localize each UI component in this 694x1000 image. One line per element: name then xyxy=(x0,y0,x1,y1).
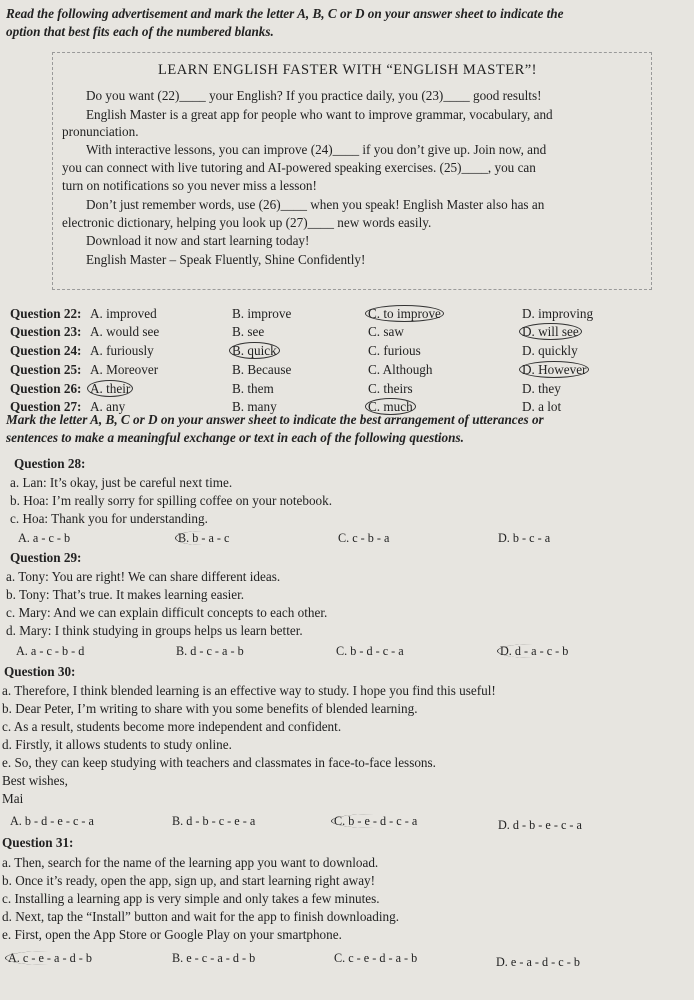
option-d[interactable]: D. improving xyxy=(522,306,594,321)
option-d-text: D. d - a - c - b xyxy=(497,644,568,658)
option-a-marked: A. their xyxy=(87,380,133,397)
instruction-line: option that best fits each of the numbered blanks. xyxy=(6,24,274,39)
option-c[interactable]: C. c - e - d - a - b xyxy=(334,951,418,965)
ad-title: LEARN ENGLISH FASTER WITH “ENGLISH MASTER”! xyxy=(158,62,538,78)
instruction-line: Mark the letter A, B, C or D on your answer sheet to indicate the best arrangement of utterances or xyxy=(6,412,544,427)
option-a[interactable]: A. a - c - b xyxy=(18,531,71,545)
ad-line: electronic dictionary, helping you look up (27)____ new words easily. xyxy=(62,215,432,230)
option-b[interactable]: B. d - b - c - e - a xyxy=(172,814,256,828)
option-a[interactable]: A. would see xyxy=(90,324,160,339)
option-a[interactable] xyxy=(90,381,133,397)
exchange-line: a. Tony: You are right! We can share different ideas. xyxy=(6,569,281,584)
option-a[interactable] xyxy=(8,950,92,966)
question-label: Question 23: xyxy=(10,324,82,339)
text-line: d. Firstly, it allows students to study online. xyxy=(2,737,232,752)
option-d[interactable]: D. b - c - a xyxy=(498,531,551,545)
option-d[interactable]: D. d - b - e - c - a xyxy=(498,818,582,832)
option-b[interactable] xyxy=(178,530,229,546)
exchange-line: b. Tony: That’s true. It makes learning easier. xyxy=(6,587,245,602)
option-c-text: C. b - e - d - c - a xyxy=(331,814,417,828)
option-c[interactable]: C. furious xyxy=(368,343,421,358)
text-line: e. So, they can keep studying with teachers and classmates in face-to-face lessons. xyxy=(2,755,436,770)
option-a[interactable]: A. Moreover xyxy=(90,362,159,377)
question-label: Question 24: xyxy=(10,343,82,358)
text-line: b. Once it’s ready, open the app, sign up, and start learning right away! xyxy=(2,873,376,888)
exchange-line: c. Mary: And we can explain difficult concepts to each other. xyxy=(6,605,328,620)
text-line: Mai xyxy=(2,791,24,806)
option-d[interactable] xyxy=(522,362,589,378)
option-c[interactable]: C. saw xyxy=(368,324,404,339)
ad-line: With interactive lessons, you can improve (24)____ if you don’t give up. Join now, and xyxy=(86,142,547,157)
option-c[interactable]: C. c - b - a xyxy=(338,531,390,545)
text-line: Best wishes, xyxy=(2,773,68,788)
question-title: Question 28: xyxy=(14,456,86,471)
instruction-line: Read the following advertisement and mark the letter A, B, C or D on your answer sheet to indicate the xyxy=(6,6,564,21)
text-line: a. Then, search for the name of the learning app you want to download. xyxy=(2,855,379,870)
exchange-line: d. Mary: I think studying in groups helps us learn better. xyxy=(6,623,303,638)
ad-line: Don’t just remember words, use (26)____ when you speak! English Master also has an xyxy=(86,197,545,212)
option-d-marked: D. will see xyxy=(519,323,582,340)
option-c-marked: C. to improve xyxy=(365,305,444,322)
text-line: b. Dear Peter, I’m writing to share with you some benefits of blended learning. xyxy=(2,701,418,716)
option-b[interactable] xyxy=(232,343,280,359)
text-line: a. Therefore, I think blended learning is an effective way to study. I hope you find this useful! xyxy=(2,683,496,698)
option-d[interactable]: D. e - a - d - c - b xyxy=(496,955,580,969)
option-a[interactable]: A. a - c - b - d xyxy=(16,644,85,658)
ad-line: you can connect with live tutoring and AI-powered speaking exercises. (25)____, you can xyxy=(62,160,536,175)
text-line: c. As a result, students become more independent and confident. xyxy=(2,719,342,734)
option-c[interactable]: C. theirs xyxy=(368,381,413,396)
option-b[interactable]: B. improve xyxy=(232,306,292,321)
exchange-line: b. Hoa: I’m really sorry for spilling coffee on your notebook. xyxy=(10,493,333,508)
question-title: Question 30: xyxy=(4,664,76,679)
option-c[interactable]: C. Although xyxy=(368,362,433,377)
exchange-line: a. Lan: It’s okay, just be careful next time. xyxy=(10,475,233,490)
option-a[interactable]: A. b - d - e - c - a xyxy=(10,814,94,828)
text-line: d. Next, tap the “Install” button and wait for the app to finish downloading. xyxy=(2,909,400,924)
option-b[interactable]: B. them xyxy=(232,381,274,396)
question-label: Question 27: xyxy=(10,399,82,414)
option-a-text: A. c - e - a - d - b xyxy=(5,951,92,965)
option-b-text: B. b - a - c xyxy=(175,531,229,545)
ad-line: English Master – Speak Fluently, Shine Confidently! xyxy=(86,252,366,267)
option-a[interactable]: A. any xyxy=(90,399,126,414)
text-line: e. First, open the App Store or Google Play on your smartphone. xyxy=(2,927,342,942)
option-c[interactable] xyxy=(334,813,417,829)
option-b[interactable]: B. d - c - a - b xyxy=(176,644,244,658)
question-label: Question 25: xyxy=(10,362,82,377)
option-b[interactable]: B. Because xyxy=(232,362,292,377)
option-c[interactable]: C. b - d - c - a xyxy=(336,644,404,658)
option-b-marked: B. quick xyxy=(229,342,280,359)
option-d[interactable] xyxy=(522,324,582,340)
question-title: Question 29: xyxy=(10,550,82,565)
instruction-line: sentences to make a meaningful exchange or text in each of the following questions. xyxy=(6,430,464,445)
option-d[interactable]: D. quickly xyxy=(522,343,578,358)
option-a[interactable]: A. improved xyxy=(90,306,157,321)
question-label: Question 26: xyxy=(10,381,82,396)
ad-line: Do you want (22)____ your English? If you practice daily, you (23)____ good results! xyxy=(86,88,542,103)
option-b[interactable]: B. see xyxy=(232,324,265,339)
ad-line: English Master is a great app for people who want to improve grammar, vocabulary, and xyxy=(86,107,553,122)
question-label: Question 22: xyxy=(10,306,82,321)
option-b[interactable]: B. many xyxy=(232,399,277,414)
exchange-line: c. Hoa: Thank you for understanding. xyxy=(10,511,208,526)
option-c-marked: C. much xyxy=(365,398,416,415)
option-d[interactable]: D. they xyxy=(522,381,561,396)
option-c[interactable] xyxy=(368,306,444,322)
option-d[interactable]: D. a lot xyxy=(522,399,562,414)
ad-line: turn on notifications so you never miss a lesson! xyxy=(62,178,317,193)
option-d-marked: D. However xyxy=(519,361,589,378)
option-b[interactable]: B. e - c - a - d - b xyxy=(172,951,256,965)
text-line: c. Installing a learning app is very simple and only takes a few minutes. xyxy=(2,891,380,906)
option-a[interactable]: A. furiously xyxy=(90,343,154,358)
question-title: Question 31: xyxy=(2,835,74,850)
option-d[interactable] xyxy=(500,643,568,659)
ad-line: Download it now and start learning today! xyxy=(86,233,310,248)
ad-line: pronunciation. xyxy=(62,124,139,139)
